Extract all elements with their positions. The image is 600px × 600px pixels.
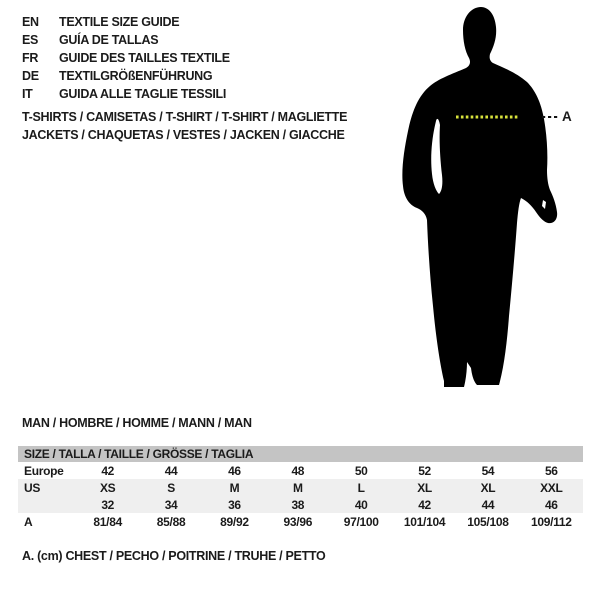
language-code: FR [22, 51, 39, 65]
row-label: US [24, 480, 41, 495]
row-label: Europe [24, 463, 64, 478]
size-table-body [18, 462, 583, 530]
size-cell: M [292, 480, 303, 495]
size-cell: S [167, 480, 175, 495]
language-row [22, 49, 230, 67]
size-cell: 97/100 [343, 514, 379, 529]
size-cell: 48 [291, 463, 305, 478]
size-cell: XS [99, 480, 116, 495]
table-row [18, 496, 583, 513]
size-cell: 34 [164, 497, 178, 512]
language-code: ES [22, 33, 39, 47]
man-silhouette [402, 7, 557, 387]
size-cell: 38 [291, 497, 305, 512]
size-table-header: SIZE / TALLA / TAILLE / GRÖSSE / TAGLIA [18, 446, 583, 462]
size-cell: 56 [544, 463, 558, 478]
size-cell: 52 [418, 463, 431, 478]
size-cell: 105/108 [467, 514, 509, 529]
language-list [22, 13, 230, 103]
size-cell: 42 [101, 463, 115, 478]
table-row [18, 513, 583, 530]
size-cell: 85/88 [156, 514, 186, 529]
size-table [18, 446, 583, 530]
size-cell: 93/96 [283, 514, 313, 529]
size-cell: 81/84 [93, 514, 122, 529]
language-label: GUÍA DE TALLAS [59, 33, 159, 47]
section-title: MAN / HOMBRE / HOMME / MANN / MAN [22, 416, 252, 430]
language-row [22, 67, 230, 85]
table-row [18, 479, 583, 496]
language-row [22, 85, 230, 103]
size-cell: 44 [481, 497, 495, 512]
size-cell: XL [480, 480, 496, 495]
language-row [22, 31, 230, 49]
size-cell: 101/104 [403, 514, 446, 529]
language-label: TEXTILE SIZE GUIDE [59, 15, 180, 29]
size-cell: 46 [544, 497, 558, 512]
language-code: EN [22, 15, 39, 29]
size-cell: 54 [481, 463, 495, 478]
size-cell: 36 [228, 497, 241, 512]
language-label: TEXTILGRÖßENFÜHRUNG [59, 69, 213, 83]
size-cell: M [229, 480, 240, 495]
row-label: A [24, 514, 33, 529]
measure-footnote: A. (cm) CHEST / PECHO / POITRINE / TRUHE / PETTO [22, 549, 326, 563]
garment-line: JACKETS / CHAQUETAS / VESTES / JACKEN / GIACCHE [22, 128, 345, 142]
size-cell: 44 [164, 463, 178, 478]
size-cell: XL [417, 480, 432, 495]
size-cell: 46 [228, 463, 241, 478]
language-code: IT [22, 87, 33, 101]
language-row [22, 13, 230, 31]
size-cell: XXL [540, 480, 563, 495]
garment-line: T-SHIRTS / CAMISETAS / T-SHIRT / T-SHIRT / MAGLIETTE [22, 110, 348, 124]
language-code: DE [22, 69, 39, 83]
size-cell: 50 [354, 463, 368, 478]
garment-type-lines [22, 108, 347, 144]
size-cell: 109/112 [531, 514, 572, 529]
language-label: GUIDA ALLE TAGLIE TESSILI [59, 87, 227, 101]
size-cell: 32 [101, 497, 115, 512]
size-cell: 42 [418, 497, 431, 512]
language-label: GUIDE DES TAILLES TEXTILE [59, 51, 230, 65]
measure-label-a: A [562, 109, 572, 124]
size-cell: L [357, 480, 365, 495]
table-row [18, 462, 583, 479]
size-cell: 40 [354, 497, 368, 512]
size-cell: 89/92 [220, 514, 249, 529]
man-silhouette-figure [398, 0, 570, 398]
